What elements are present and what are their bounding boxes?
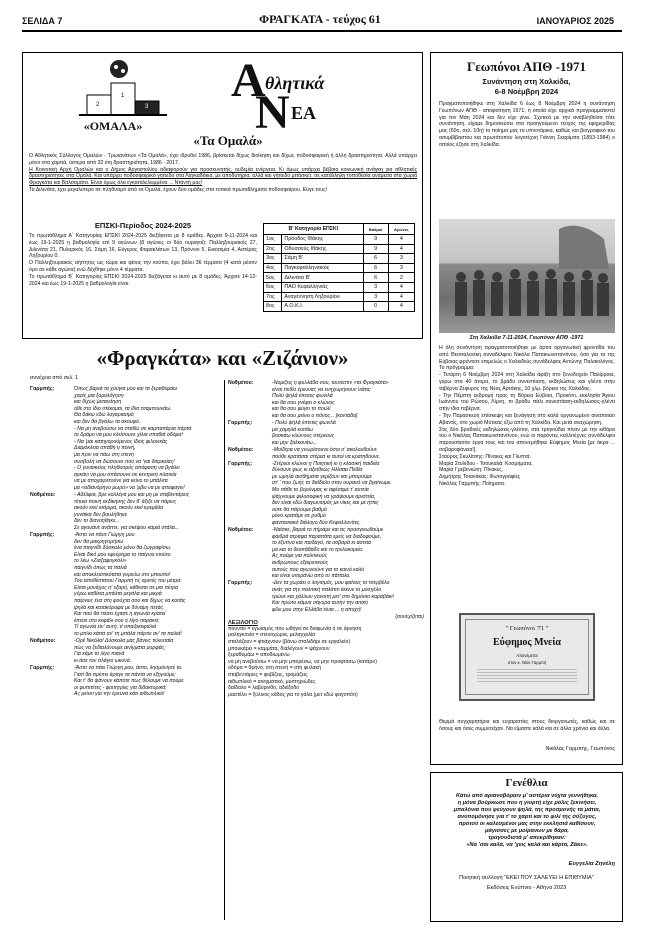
table-row: 7ος Αναγέννηση Ληξουρίου 3 4 — [264, 292, 415, 302]
table-row: 4ος Παγκεφαλληνιακός 6 3 — [264, 263, 415, 273]
geoponoi-paragraph: Στις δύο βραδινές εκδηλώσεις-γλέντια, στα τραγούδια πίναν με την κιθάρα του ο Νικόλας Παπακωνσταντίνου, ενώ οι παρόντες καλλιτέχνες συνάδελφοι παρουσίασαν έργα τους και του απονεμήθηκε Εύφημος Μνεία [με άκρα ... σοβαροφάνεια!]. — [439, 426, 615, 453]
genethlia-poem — [437, 793, 617, 849]
banner-n-initial: Ν — [255, 86, 290, 139]
table-row: 2ος Οδυσσεύς Ιθάκης 9 4 — [264, 244, 415, 254]
play-left-column — [30, 386, 222, 926]
glossary-entry: πουντίο = εγωισμός που ωθηγεί σε διαφωνία ή σε άρνηση — [228, 625, 362, 632]
glossary-entry: αιθωπλικό = αινιγματικό, μυστηριώδες — [228, 678, 316, 685]
glossary-entry: οδόμα = θρήνο, στη στενή = στη φυλακή — [228, 665, 321, 672]
league-a-paragraph: Ο Παλληξουριακός αήττητος ως τώρα και φέτος την κούπα, έχει βάλει 36 τέρματα (4 κατά μέσον όρο σε κάθε αγώνα) ενώ δέχθηκε μόνο 4 τέρματα. — [29, 260, 257, 273]
page-header — [0, 0, 647, 34]
geoponoi-paragraph: - Τετάρτη 6 Νοέμβρη 2024 στη Χαλκίδα άφιξη στο ξενοδοχείο Παλίρροια, γύρω στα 40 άτομα, το βράδυ συνεστίαση, εκδηλώσεις και γλέντι στην ταβέρνα Ζέφυρος της Νέας Αρτάκης, 10 χλμ. βόρεια της Χαλκίδας. — [439, 372, 615, 392]
geoponoi-paragraph: - Την Παρασκευή επίσκεψη και ξενάγηση στο καλά οργανωμένο αιναποιείο Αβαντίς, στο χωριό Μύτικας έξω από τη Χαλκίδα. Και μετά αναχώρηση. — [439, 412, 615, 426]
dialogue-line: Νοθμέτου: - Αδέλφια, βρε κολλέγα μου και μη με σταβεντάρεις τέτοια ποινή εκδίκησης δεν θ' άξιζε να πάρεις ακούν εκεί ισάριμα, ακούν εκεί κρεμάλα γυναίκα δεν βουλήθηκε δεν το διανοήθηκε... Σε αγουάνε ανάπτε, για σκέψου καμιά στάλα... — [30, 492, 190, 531]
table-row: 3ος Σάμη Β' 6 3 — [264, 254, 415, 264]
table-row: 5ος Διλινάτα Β' 6 2 — [264, 273, 415, 283]
podium-icon — [79, 59, 169, 119]
header-rule — [22, 30, 622, 32]
issue-date: ΙΑΝΟΥΑΡΙΟΣ 2025 — [536, 16, 614, 26]
table-header-games: Αγώνες — [388, 224, 414, 235]
sports-section — [22, 52, 423, 339]
dialogue-line: Νοθμέτου: -Ορέ Νικόλα! Δύσκολα μας βάνεις τελευταία πώς να ξεδιαλύνουμε αινίγματα μορφάς; Για κάμε το λίγο πιανά κι άσε τον πλάγιο ωκονά. — [30, 638, 174, 664]
league-b-paragraph: Το πρωτάθλημα Β΄ Κατηγορίας ΕΠΣΚΙ 2024-2025 διεξάγεται κι αυτό με 8 ομάδες. Άρχισε 14-12-2024 και έως 19-1-2025 η βαθμολογία είναι: — [29, 273, 257, 287]
play-continuation: συνέχεια από σελ. 1 — [30, 375, 79, 381]
column-divider — [224, 380, 225, 920]
credit-line: Μαρία Στυλίδου - Τσουκαλά: Κοσμήματα. — [439, 460, 533, 467]
poem-line: μπαλόνια που φεύγουν ψηλά, της προσμονής τα μάτια, — [453, 807, 601, 813]
genethlia-section — [430, 772, 623, 922]
glossary-entry: δαίδαλο = λαβύρινθο, αδιέξοδο — [228, 685, 300, 692]
dialogue-line: Νοθμέτου: -Μοίδτρα να γνωρίσουνε όσοι σ' ακολουθούνε πούθε κρατάσαι στέρεα κι αυτοί να κρατηθούνε. — [228, 446, 381, 460]
poem-line: Κάτω από αριανοβόραιν μ' αστέρια νύχτα γεννήθηκα, — [455, 793, 599, 799]
podium-logo — [79, 59, 169, 119]
genethlia-title: Γενέθλια — [505, 777, 548, 789]
poem-line: μάγισσες με μοίρανων με θάρα, — [485, 828, 569, 834]
standings-table — [263, 223, 415, 312]
to-be-continued: (συνεχίζεται) — [395, 613, 424, 620]
glossary-entry: σταλάζουν = φτιάχνουν (βάνω σταλιδάρι σε εργαλείο) — [228, 638, 351, 645]
poem-line: ανυπομόνησε για τ' το χαρτί και το φιλί της σύζυγος, — [457, 814, 597, 820]
certificate-sub: Απονέμεται — [516, 653, 538, 658]
banner-n-rest: ΕΑ — [291, 103, 317, 123]
signature: Νικόλας Γαρμπής, Γεωπόνος — [545, 746, 615, 752]
glossary — [228, 626, 424, 699]
banner-a-rest: θλητικά — [265, 73, 325, 93]
intro-paragraph: Η Κοινοτική Αρχή Ομαλών και ο Δήμος Αργοστολίου αδιαφορούν για προσκυνητής, ουδεμία ενέργεια. Κι όμως υπάρχει βέβαια κοινωνική ανάγκη για αθλητικές δραστηριότητες στα Ομαλά. Και υπάρχει ποδοσφαιρικό γήπεδο στα Λαγκαδάκια, με αποδυτήρια, αλλά και γήπεδο μπάσκετ, σε κατάλληλη τοποθεσία ανάμεσα στα χωριά Φραγκάτα και Βαλσαμάτα. Είναι όμως όλα εγκαταλελειμμένα ... Νταντή μας! — [29, 166, 417, 187]
omala-intro — [29, 153, 417, 194]
dialogue-line: Γαρμπής: -Δεν τα χωράει ο λογισμός, μου φαίνεις το τσερβέλο ανάς για την παλιτική παλάτσι έκεινε το μοσχέλο τρώνε και χάλλων γονοιτή μετ' στο δημόσιο καραβάκι! Και πρώτο κάμνα σάγυρα αυτήν την αιτική φίλε μου στην Ελλάδα είναι ... η αποχή! — [228, 580, 394, 613]
certificate — [459, 613, 595, 701]
geoponoi-title: Γεωπόνοι ΑΠΘ -1971 — [466, 59, 586, 74]
certificate-header: " Γεωπόνοι '71 " — [505, 625, 549, 632]
dialogue-line: Γαρμπής: -Άστο να πάνε Γιώργη μου δεν θα μακρηγορήσω ένα παιγνίδι δύσκολο μόνο θα ζωγραφίσω. Είναι δικό μου εφεύρημα το παίγνιο ετούτο το λέω «Ζιαζαφογκόλι» παιγνίδι όπως τα παλιά και αποκλειστικότατα γυρεύω στο μπουτίο! Του αποθέστατου Γαρμπή τις αρετές του μέτρα: Είσαι μονάχος σ' εξαρή, κάθεσαι σε μια πέτρα γύρω καθίκια μπάλτα μεγάλα και μικρά παίρνεις ένα στη φούχτα σου και δίχως να κοιτάς ψηλά και κατακόρυφα με δύναμη πετάς. Και πού θα πέσει έχασε η αγωνία κρατεί έπεσε στο κεφάλι σου ή λίγο παρακεί; Τί αγωνία είν' αυτή, τί σπαζοκεφαλιά το μπλο κάπα αν' τη μπάλα πάρτει αν' τα παλιά! — [30, 532, 186, 637]
geoponoi-paragraph: Η όλη συνάντηση πραγματοποιήθηκε με άρτια οργανωτική φροντίδα του από Θεσσαλονίκη συναδέλφου Νικόλα Παπακωνσταντίνου, όσο για τα της Εύβοιας φρόντισε επιμελώς ο Χαλκιδεύς συνάδελφος Αντώνης Παλαιολόγος. — [439, 345, 615, 365]
play-title: «Φραγκάτα» και «Ζιζάνιον» — [96, 346, 349, 370]
photo-caption: Στη Χαλκίδα 7-11-2024, Γεωπόνοι ΑΠΘ -1971 — [469, 335, 584, 341]
people-photo-icon — [439, 219, 615, 333]
dialogue-line: Γαρμπής: Όπως βαριά τα χούγια μου και τα ξεραθυμάω χαρίς μια ξομολόγηση και δίχως μετανόηση όθε στο ίδιο στέκομαι, τα ίδια τσαμπουνάω. Θα δάκω εδώ λογαριασμό και δεν θα βγάλω τα σκουφό. - Να μη ανεβούσω να σταθώ σε καμπαπάρια πάρτα το δράμο να μου κλείσουνε χίλια σπαθιά οδόμα! - Να 'μαι κατηγορούμενος ίδιος φιλονικάς Διαμόκλεια σπάθη η ποινή, μα πριν να πάω στη στενή συσβολή να δώσουνε που να 'ναι διαρκείας! - Ο γυναικείος πληθυσμός απόφαση να βγάλει αγκάνι να μου σπάσουνε σε κεντρική πλατεία να με αποχαιρετούνε για κείνο το μπάλιτα μα «αδιανόρηνο μωρό» να 'μβει να με αποφαγει! — [30, 386, 192, 491]
group-photo — [439, 219, 615, 333]
intro-paragraph: Τα Διλινάτα, έχει μεγαλύτερο σε πληθυσμό από τα Ομαλά, έχουν δύο ομάδες στα τοπικά πρωταθλήματα ποδοσφαίρου. Εύγε τους! — [29, 186, 328, 193]
podium-second: 2 — [96, 102, 100, 108]
play-right-column — [228, 380, 424, 926]
poem-publisher: Εκδόσεις Ενύπνιο - Αθήνα 2023 — [486, 885, 567, 891]
geoponoi-section — [430, 52, 623, 765]
dialogue-line: Γαρμπής: -Άστο να πάει Γιώργη μου, άστο, λησμόνησέ το. Γιατί θα πρέπει άραγε τα πάντα να εξηγούμε; Και τ' θα ψάνουν κάποτε πως θέλουμε να πούμε οι φυπιτέτες - φοιτητρίες για διδακτορικά; Ας μείνει για την έρευνα κάτι αιθωπλικό! — [30, 664, 184, 698]
glossary-entry: ξεραθυμάω = αποδιωμένω — [228, 652, 290, 659]
omala-heading: «Τα Ομαλά» — [193, 133, 263, 148]
thanks-paragraph: Θερμά συγχαρητήρια και ευχαριστίες στους διοργανωτές, καθώς και σε όσους και όσες συμμετείχαν. Να είμαστε καλά και σε άλλα χρόνια και άλλα. — [439, 719, 615, 732]
table-row: 6ος ΠΑΟ Κεφαλληνιάς 3 4 — [264, 282, 415, 292]
dialogue-line: Νοθμέτου: -Νομίζεις η φυλλάδα σου, τουτέστιν «τα Φραγκάτα» είναι πεδίο έρευνας να ενηχωρήσουν νιάτα; Πολύ ψηλά έπειτες φωνιλά και θα σου γνέφει ο κλώνος και θα σου φύγει το πουλί και θα σου μείνει ο πόνος... [κονταδα] — [228, 380, 389, 419]
poem-source: Ποιητική συλλογή "ΕΚΕΙ ΠΟΥ ΣΑΛΕΥΕΙ Η ΕΠΙΘΥΜΙΑ" — [459, 875, 594, 881]
geoponoi-paragraph: Πραγματοποιήθηκε στη Χαλκίδα 6 έως 8 Νοέμβρη 2024 η συνάντηση Γεωπόνων ΑΠΘ - αποφοίτηση 1971, η οποία είχε αρχικά προγραμματιστεί για τον Μάη 2024 και δεν είχε γίνει. Σχετικά με την αναβληθείσα τότε συνάντηση, είχαμε δημοσιεύσει στα προηγούμενο τεύχος της εφημερίδας μας (60ο, σελ. 10η) το ποίημα μας τα υπνοτάρικα, καθώς και βιογραφικό του ασυμβίβαστου και πρωτότυπου λογοτέχνη Γιάννη Σκαρίμπα (1893-1984) ο οποίος έζησε στη Χαλκίδα. — [439, 101, 615, 148]
geoponoi-paragraph: - Την Πέμπτη εκδρομή προς τη Βόρεια Εύβοια, Προκόπι, εκκλησία Άγιου Ιωάννου του Ρώσου, Λίμνη, το βράδυ πάλι συνεστίαση-εκδηλώσεις-γλέντι στην ίδια ταβέρνα. — [439, 392, 615, 413]
table-row: 8ος Α.Ο.Κ.Ι. 0 4 — [264, 302, 415, 312]
newspaper-title: ΦΡΑΓΚΑΤΑ - τεύχος 61 — [259, 12, 381, 26]
glossary-entry: σταβεντάρεις = φοβίζεις, τρομάζεις — [228, 671, 308, 678]
poem-line: προτού οι καλεσμένοι μας στην εκκλησιά καθίσουν, — [458, 821, 596, 827]
poem-line: «Να 'σαι καλά, να 'χεις καλά και κάρτα, Ζάκε». — [466, 842, 588, 848]
certificate-title: Εύφημος Μνεία — [492, 637, 562, 648]
league-text — [29, 233, 257, 287]
table-title: Β' Κατηγορία ΕΠΣΚΙ — [264, 224, 364, 235]
intro-paragraph: Ο Αθλητικός Σύλλογος Ομαλών - Τρωιανάτων «Τα Ομαλά», έχει ιδρυθεί 1986, βρίσκεται δίχως διοίκηση και δίχως ποδοσφαιρική ή άλλη δραστηριότητα. Αλλά υπάρχει μόνο στα χαρτιά, ύστερα από 32 έτη δραστηριότητα, 1986 - 2017. — [29, 153, 417, 166]
glossary-entry: μπουκάρει = καμμάτα, διαλέγουν = ψάχνουν — [228, 645, 330, 652]
period-heading: ΕΠΣΚΙ-Περίοδος 2024-2025 — [94, 221, 192, 230]
geoponoi-paragraph: Το πρόγραμμα: — [439, 365, 475, 372]
dialogue-line: Γαρμπής: - Πολύ ψηλά έπειτες φωνιλά μα χαμηλά κοιτάω βοσκάω κλώνους στέρεους και μην ξαλκονάω... — [228, 420, 336, 446]
podium-first: 1 — [121, 93, 125, 99]
geoponoi-body — [439, 345, 615, 488]
poem-line: η μόνα βούρκωσε που η γιορτή είχε μόλις ξεκινήσει, — [457, 800, 597, 806]
sports-banner — [229, 54, 409, 139]
glossary-entry: μαληγκονία = στενοχώρια, μελαγχολία — [228, 632, 316, 639]
league-a-paragraph: Το πρωτάθλημα Α΄ Κατηγορίας ΕΠΣΚΙ 2024-2025 διεξάγεται με 8 ομάδες. Άρχισε 9-11-2024 και έως 19-1-2025 η βαθμολογία επί 9 αγώνων (8 αγώνες οι δύο ουραγοί): Παλληξουριακός 27, Διλινάτα 21, Πυλαρικός 16, Σάμη 16, Εύγερος Φαρακλάτων 13, Πρόννοι 5, Εικοσιμία 4, Αστέρας Ληξουρίου 0. — [29, 233, 257, 260]
podium-third: 3 — [145, 104, 149, 110]
credit-line: Δημήτρης Τσιανάκας: Φωτογραφίες — [439, 474, 521, 481]
credit-line: Νικόλας Γαρμπής: Ποίηματα. — [439, 480, 506, 487]
glossary-entry: να μη ανεβούσω = να μην μπορέσω, να μην προφτάσω (κατάρο) — [228, 658, 377, 665]
certificate-name: στον κ. Νίκο Γαρμπή — [507, 660, 547, 665]
dialogue-line: Νοθμέτου: -Ναίσκε, βαριά το πήραμε και ας προσγειωθούμε φαιδρά ατραφα παραπάτα εμείς να διαδοφούμε, το έξυπνο και παιδαγό, τα σοβαρά κι αστεία μα και το θεοπάθαδο και το τρελοκομείο. Ας πούμε για πολιτικούς ανθρώπους εξαιρετικούς αυτούς που αγωνιούνε για το κοινό καλό και είναι υπεράνω από το πάπαλο. — [228, 527, 384, 580]
glossary-title: ΛΕΞΙΛΟΓΙΟ — [228, 619, 258, 626]
credit-line: Μαρία Γρεβενιώτη: Πίνακες. — [439, 467, 504, 474]
banner-a-initial: Α — [231, 54, 266, 107]
glossary-entry: μαστέλο = ξύλινος κάδος για το γάλα (μετ εδώ φαγοπότι) — [228, 691, 358, 698]
credit-line: Σταύρος Σκυλίτσης: Πίνακες και Γλυπτά. — [439, 453, 531, 460]
poem-author: Ευγγελία Ζηνέλη — [568, 861, 615, 867]
logo-caption: «ΟΜΑΛΑ» — [83, 119, 143, 133]
geoponoi-subtitle: Συνάντηση στη Χαλκίδα, — [482, 77, 571, 86]
poem-line: τραγουδιστά μ' απεκρίθηκαν: — [488, 835, 566, 841]
table-header-points: Βαθμοί — [363, 224, 388, 235]
geoponoi-subtitle-date: 6-8 Νοέμβρη 2024 — [494, 87, 559, 96]
dialogue-line: Γαρμπής: -Στέρεοι κλώνοι η Ποιητική κι η κλασική παιδεία δύνουνε φως κι αξιοθεώς Ηλίσαα Πεδία με ωμηλά αισθήματα γεμίζουν και μπορούμε στ' ' που ζωής το δαίδαλο στον ουρανό να βγαίνωμε. Μο πάθε το βορύνμας κι αφέσαμε τ' αυτεία ψάχνουμε φιλοσοφική να γράψουμε αριστεία, δεν είναι εδώ διαγωνισμός με νίκες και με ήττες ούτε θα πάρουμε βαθμό μόνο κρατάμε σε ρυθμό φαντασιακό διάλογο δύο Κεφαλλονίτες. — [228, 460, 392, 526]
page-number: ΣΕΛΙΔΑ 7 — [22, 16, 63, 26]
table-row: 1ος Πρόοδος Ιθάκης 9 4 — [264, 235, 415, 245]
